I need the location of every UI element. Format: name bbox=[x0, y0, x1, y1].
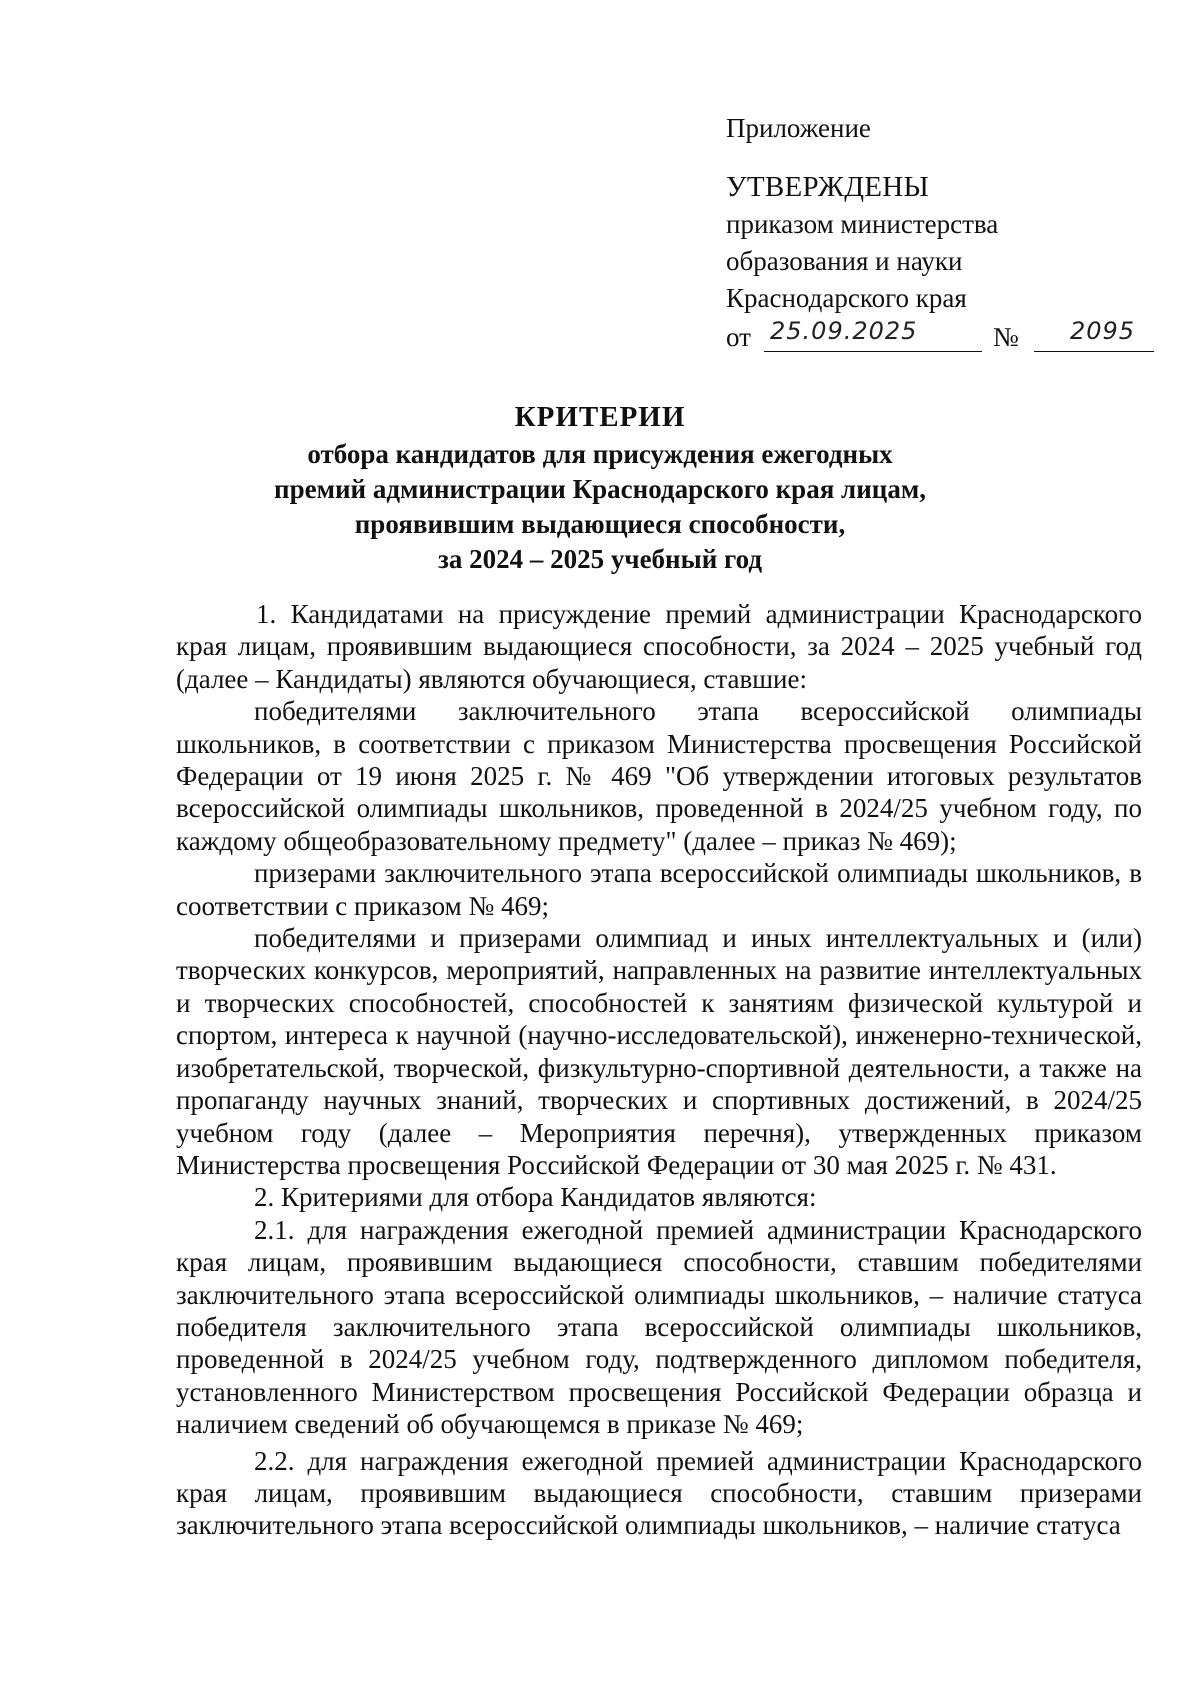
number-field bbox=[1034, 319, 1154, 352]
handwritten-number: 2095 bbox=[1070, 317, 1136, 345]
subtitle-line: проявившим выдающиеся способности, bbox=[354, 509, 846, 539]
order-date-number-row bbox=[726, 319, 1156, 357]
main-title: КРИТЕРИИ bbox=[514, 401, 686, 433]
date-prefix: от bbox=[726, 322, 751, 352]
document-title bbox=[180, 400, 1020, 577]
approved-by-line: образования и науки bbox=[726, 246, 963, 276]
approval-block bbox=[726, 110, 1156, 357]
paragraph-winners: победителями заключительного этапа всероссийской олимпиады школьников, в соответствии с приказом Министерства просвещения Российской Федерации от 19 июня 2025 г. № 469 "Об утверждении итоговых результатов всероссийской олимпиады школьников, проведенной в 2024/25 учебном году, по каждому общеобразовательному предмету" (далее – приказ № 469); bbox=[176, 696, 1142, 856]
paragraph-1-candidates: 1. Кандидатами на присуждение премий администрации Краснодарского края лицам, проявившим выдающиеся способности, за 2024 – 2025 учебный год (далее – Кандидаты) являются обучающиеся, ставшие: bbox=[176, 599, 1142, 694]
approved-by-line: приказом министерства bbox=[726, 209, 999, 239]
approved-label: УТВЕРЖДЕНЫ bbox=[726, 171, 930, 203]
subtitle-line: за 2024 – 2025 учебный год bbox=[438, 544, 762, 574]
approved-by-line: Краснодарского края bbox=[726, 283, 967, 313]
date-field bbox=[764, 319, 982, 352]
paragraph-2-1: 2.1. для награждения ежегодной премией администрации Краснодарского края лицам, проявившим выдающиеся способности, ставшим победителями заключительного этапа всероссийской олимпиады школьников, – наличие статуса победителя заключительного этапа всероссийской олимпиады школьников, проведенной в 2024/25 учебном году, подтвержденного дипломом победителя, установленного Министерством просвещения Российской Федерации образца и наличием сведений об обучающемся в приказе № 469; bbox=[176, 1214, 1142, 1440]
subtitle-line: отбора кандидатов для присуждения ежегодных bbox=[307, 439, 893, 469]
subtitle-line: премий администрации Краснодарского края лицам, bbox=[274, 474, 926, 504]
handwritten-date: 25.09.2025 bbox=[770, 317, 918, 345]
number-prefix: № bbox=[993, 322, 1019, 352]
appendix-label: Приложение bbox=[726, 113, 871, 143]
document-body bbox=[176, 598, 1142, 1542]
paragraph-2-criteria: 2. Критериями для отбора Кандидатов являются: bbox=[254, 1182, 817, 1213]
paragraph-prizewinners: призерами заключительного этапа всероссийской олимпиады школьников, в соответствии с приказом № 469; bbox=[176, 858, 1142, 921]
paragraph-2-2: 2.2. для награждения ежегодной премией администрации Краснодарского края лицам, проявившим выдающиеся способности, ставшим призерами заключительного этапа всероссийской олимпиады школьников, – наличие статуса bbox=[176, 1445, 1142, 1541]
paragraph-events: победителями и призерами олимпиад и иных интеллектуальных и (или) творческих конкурсов, мероприятий, направленных на развитие интеллектуальных и творческих способностей, способностей к занятиям физической культурой и спортом, интереса к научной (научно-исследовательской), инженерно-технической, изобретательской, творческой, физкультурно-спортивной деятельности, а также на пропаганду научных знаний, творческих и спортивных достижений, в 2024/25 учебном году (далее – Мероприятия перечня), утвержденных приказом Министерства просвещения Российской Федерации от 30 мая 2025 г. № 431. bbox=[176, 923, 1142, 1180]
